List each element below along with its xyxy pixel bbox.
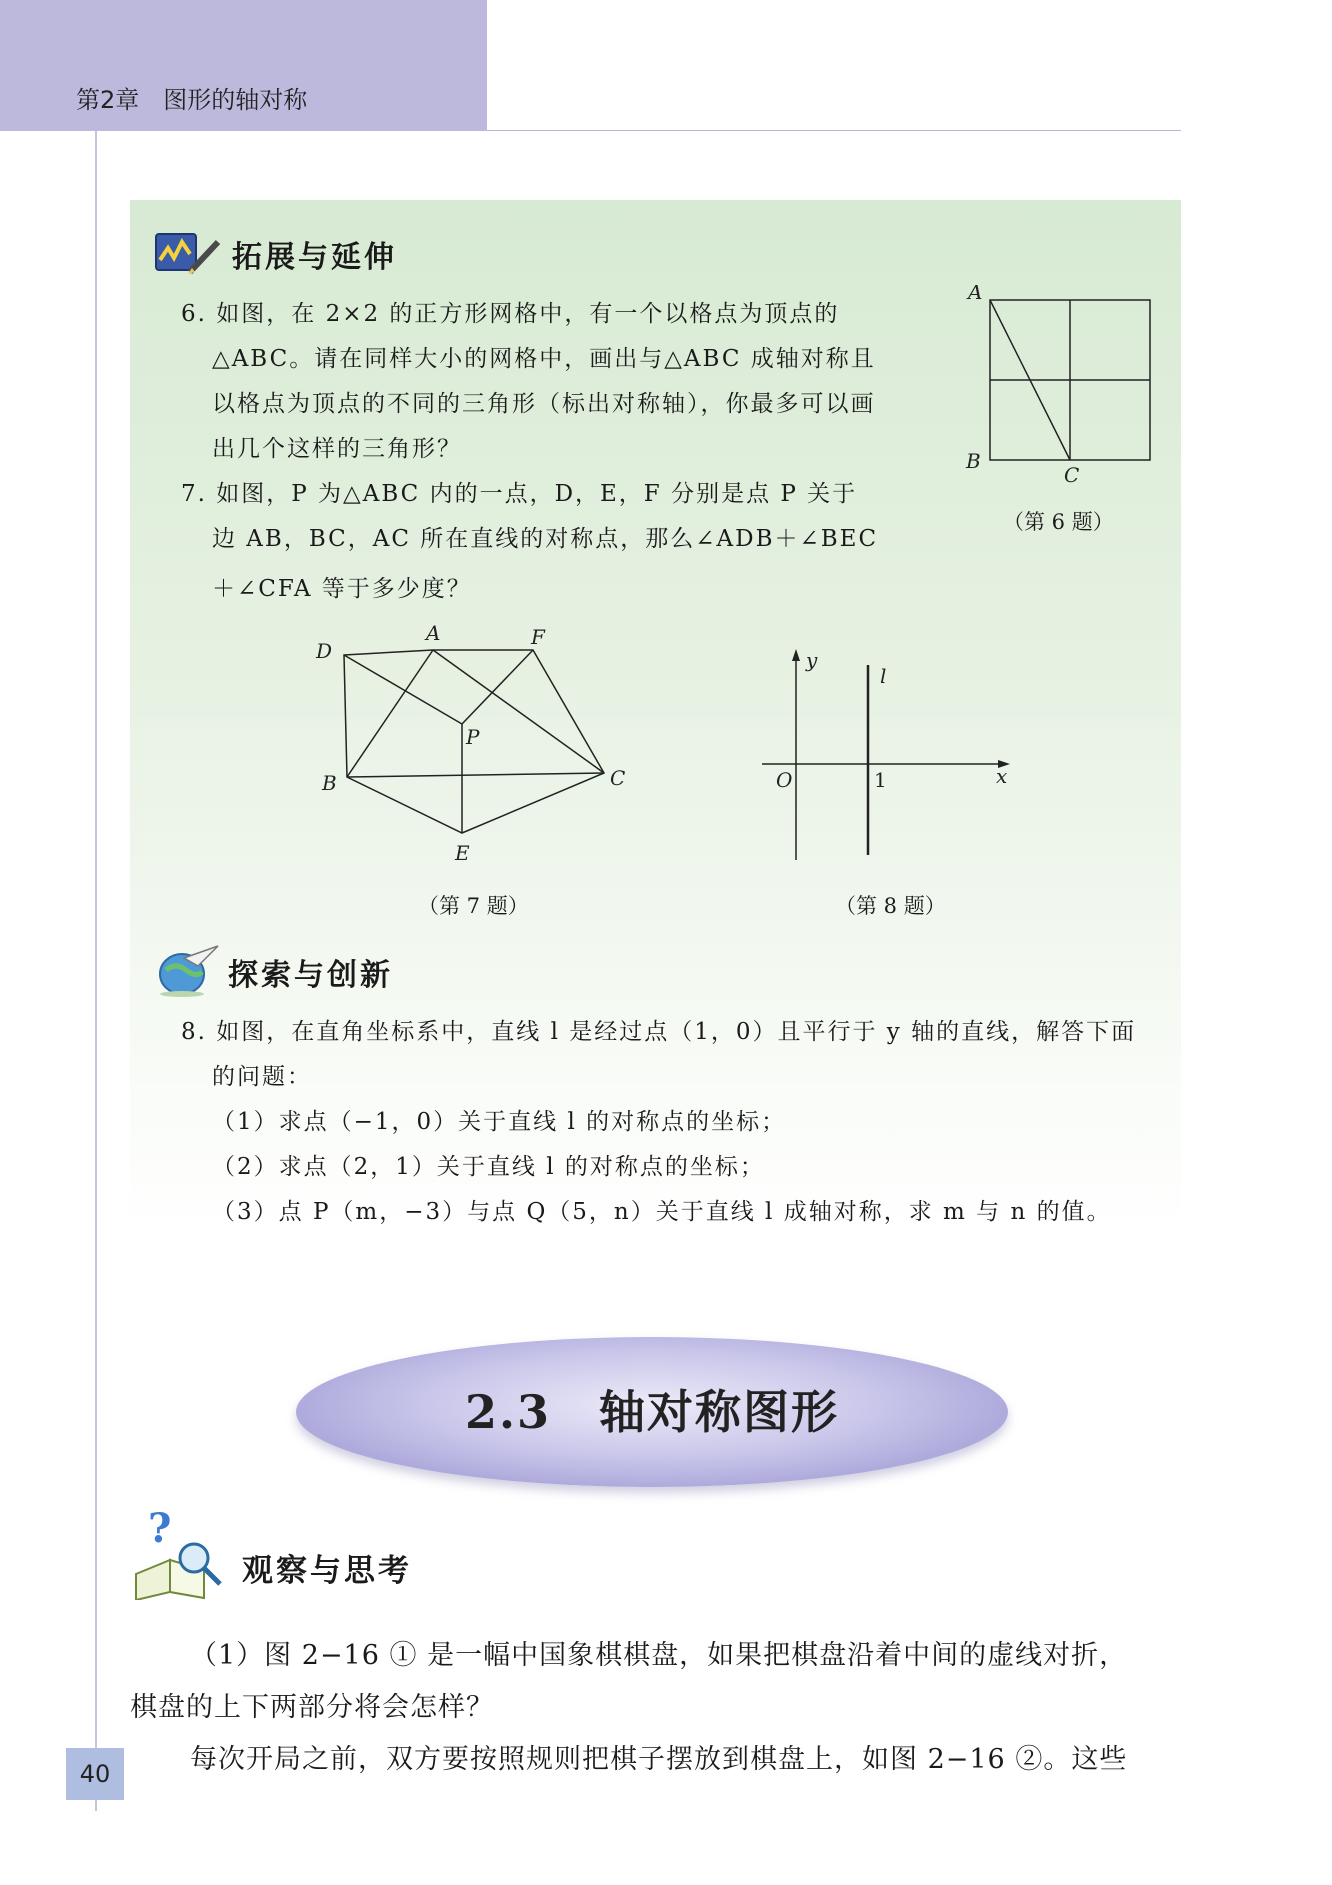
point-label-c: C [610,766,626,790]
section-banner [296,1337,1008,1487]
line-label-l: l [880,664,887,688]
segment-dp [344,655,462,724]
body-paragraph-2: 每次开局之前，双方要按照规则把棋子摆放到棋盘上，如图 2−16 ②。这些 [190,1744,1128,1775]
q6-line-3: 以格点为顶点的不同的三角形（标出对称轴），你最多可以画 [212,391,876,417]
q8-item-2: （2）求点（2，1）关于直线 l 的对称点的坐标； [212,1154,765,1180]
header-rule [487,130,1181,131]
q8-line-2: 的问题： [212,1064,312,1090]
q6-line-4: 出几个这样的三角形？ [212,436,462,462]
point-label-e: E [455,841,470,865]
y-axis-arrow [792,649,800,661]
q6-line-1: 6. 如图，在 2×2 的正方形网格中，有一个以格点为顶点的 [181,301,840,327]
point-label-c: C [1064,463,1080,485]
point-label-d: D [316,639,333,663]
origin-label: O [776,768,793,792]
q8-line-1: 8. 如图，在直角坐标系中，直线 l 是经过点（1，0）且平行于 y 轴的直线，解答下面 [181,1019,1137,1045]
section-title-observe: 观察与思考 [242,1553,412,1589]
figure-7-caption: （第 7 题） [418,894,529,918]
chart-pencil-icon [152,228,224,284]
body-paragraph-1-line-2: 棋盘的上下两部分将会怎样？ [130,1692,494,1723]
figure-8-axes [750,645,1030,870]
tick-label-1: 1 [874,768,887,792]
page-number: 40 [66,1748,124,1800]
section-title-extension: 拓展与延伸 [232,240,397,275]
point-label-b: B [966,449,981,473]
q7-line-1: 7. 如图，P 为△ABC 内的一点，D，E，F 分别是点 P 关于 [181,481,858,507]
q8-item-3: （3）点 P（m，−3）与点 Q（5，n）关于直线 l 成轴对称，求 m 与 n 的值。 [212,1199,1112,1225]
margin-line [95,131,97,1811]
q6-line-2: △ABC。请在同样大小的网格中，画出与△ABC 成轴对称且 [212,346,876,372]
point-label-f: F [531,625,545,649]
point-label-p: P [466,725,480,749]
q7-line-2: 边 AB，BC，AC 所在直线的对称点，那么∠ADB＋∠BEC [212,526,879,552]
figure-6-caption: （第 6 题） [1003,510,1114,534]
axis-label-x: x [996,764,1008,788]
segment-fp [462,650,533,724]
svg-text:?: ? [148,1508,172,1552]
section-banner-title: 2.3 轴对称图形 [464,1385,840,1439]
section-title-explore: 探索与创新 [228,958,393,993]
book-magnifier-icon [128,1508,228,1600]
q8-item-1: （1）求点（−1，0）关于直线 l 的对称点的坐标； [212,1109,787,1135]
axis-label-y: y [806,648,818,672]
q7-line-3: ＋∠CFA 等于多少度？ [212,576,472,602]
point-label-a: A [426,621,441,645]
figure-6-grid [960,285,1160,485]
chapter-title: 第2章 图形的轴对称 [76,86,308,114]
segment-ac [433,650,604,773]
body-paragraph-1-line-1: （1）图 2−16 ① 是一幅中国象棋棋盘，如果把棋盘沿着中间的虚线对折， [190,1640,1128,1671]
segment-ab [347,650,433,777]
figure-7-diagram [300,620,640,870]
globe-plane-icon [152,940,224,998]
figure-8-caption: （第 8 题） [835,894,946,918]
segment-bc [347,773,604,777]
point-label-b: B [322,771,337,795]
point-label-a: A [968,285,983,304]
